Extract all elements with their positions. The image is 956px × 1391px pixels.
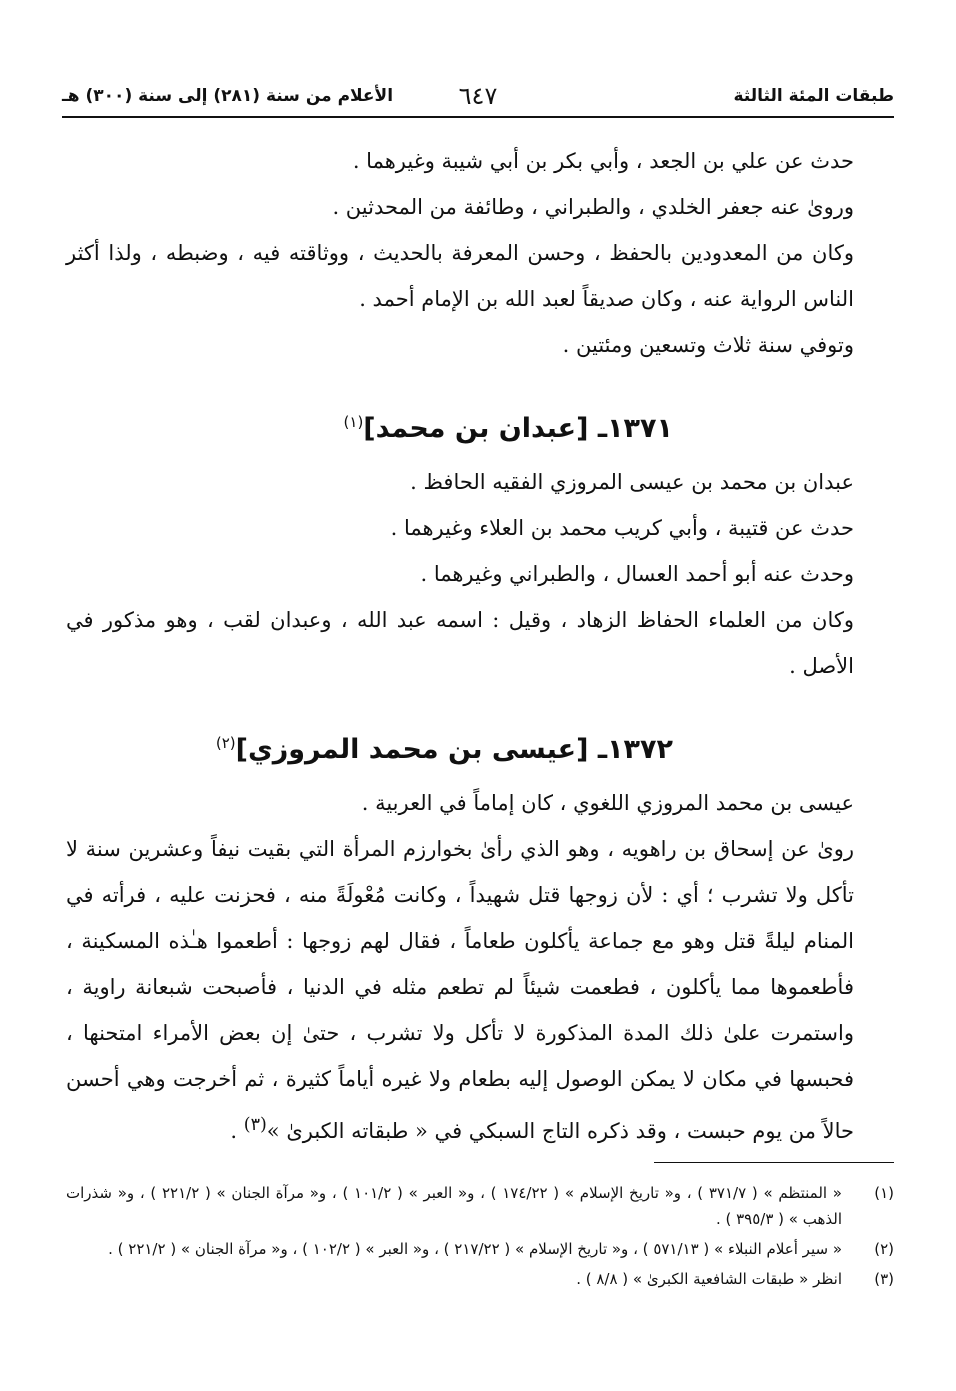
footnote-text: انظر « طبقات الشافعية الكبرىٰ » ( ٨/٨ ) . [576, 1270, 842, 1288]
paragraph: حدث عن علي بن الجعد ، وأبي بكر بن أبي شيبة وغيرهما . [352, 149, 854, 173]
paragraph: عبدان بن محمد بن عيسى المروزي الفقيه الحافظ . [410, 470, 854, 494]
paragraph-text: روىٰ عن إسحاق بن راهويه ، وهو الذي رأىٰ بخوارزم المرأة التي بقيت نيفاً وعشرين سنة لا تأكل ولا تشرب ؛ أي : لأن زوجها قتل شهيداً ، وكانت مُعْولَةً منه ، فحزنت عليه ، فرأته في المنام ليلةً قتل وهو مع جماعة يأكلون طعاماً ، فقال لهم زوجها : أطعموا هـٰذه المسكينة ، فأطعموها مما يأكلون ، فطعمت شيئاً لم تطعم مثله في الدنيا ، فأصبحت شبعانة راوية ، واستمرت علىٰ ذلك المدة المذكورة لا تأكل ولا تشرب ، حتىٰ إن بعض الأمراء امتحنها ، فحبسها في مكان لا يمكن الوصول إليه بطعام ولا غيره أياماً كثيرة ، ثم أخرجت وهي أحسن حالاً من يوم حبست ، وقد ذكره التاج السبكي في « طبقاته الكبرىٰ » [66, 837, 854, 1143]
paragraph: وحدث عنه أبو أحمد العسال ، والطبراني وغيرهما . [420, 562, 854, 586]
footnote-text: « المنتظم » ( ٣٧١/٧ ) ، و« تاريخ الإسلام » ( ١٧٤/٢٢ ) ، و« العبر » ( ١٠١/٢ ) ، و« مرآة الجنان » ( ٢٢١/٢ ) ، و« شذرات الذهب » ( ٣٩٥/٣ ) . [66, 1184, 842, 1228]
page-header [62, 82, 894, 118]
footnote [66, 1236, 894, 1262]
paragraph: عيسى بن محمد المروزي اللغوي ، كان إماماً في العربية . [361, 791, 854, 815]
footnote-separator [654, 1162, 894, 1163]
entry-heading [66, 398, 888, 453]
page-number: ٦٤٧ [458, 82, 498, 110]
footnotes [66, 1180, 894, 1296]
entry-heading-text: ١٣٧١ـ [عبدان بن محمد] [363, 413, 673, 444]
entry-heading-text: ١٣٧٢ـ [عيسى بن محمد المروزي] [235, 734, 673, 765]
footnote-ref: (٢) [215, 734, 236, 752]
footnote-number: (١) [874, 1184, 894, 1202]
main-text [66, 138, 888, 1154]
footnote [66, 1180, 894, 1232]
footnote-number: (٣) [874, 1270, 894, 1288]
footnote-ref: (١) [343, 413, 364, 431]
paragraph: وكان من المعدودين بالحفظ ، وحسن المعرفة بالحديث ، ووثاقته فيه ، وضبطه ، ولذا أكثر الناس الرواية عنه ، وكان صديقاً لعبد الله بن الإمام أحمد . [66, 241, 854, 311]
paragraph: حدث عن قتيبة ، وأبي كريب محمد بن العلاء وغيرهما . [390, 516, 854, 540]
paragraph [66, 826, 888, 1154]
entry-heading [66, 719, 888, 774]
footnote-text: « سير أعلام النبلاء » ( ٥٧١/١٣ ) ، و« تاريخ الإسلام » ( ٢١٧/٢٢ ) ، و« العبر » ( ١٠٢/٢ ) ، و« مرآة الجنان » ( ٢٢١/٢ ) . [108, 1240, 842, 1258]
paragraph-end: . [230, 1119, 244, 1143]
footnote [66, 1266, 894, 1292]
paragraph: وكان من العلماء الحفاظ الزهاد ، وقيل : اسمه عبد الله ، وعبدان لقب ، وهو مذكور في الأصل . [66, 608, 854, 678]
paragraph: وروىٰ عنه جعفر الخلدي ، والطبراني ، وطائفة من المحدثين . [332, 195, 854, 219]
running-head-section: طبقات المئة الثالثة [733, 86, 894, 106]
paragraph: وتوفي سنة ثلاث وتسعين ومئتين . [562, 333, 854, 357]
footnote-ref: (٣) [243, 1115, 267, 1135]
running-head-range: الأعلام من سنة (٢٨١) إلى سنة (٣٠٠) هـ [62, 86, 394, 106]
footnote-number: (٢) [874, 1240, 894, 1258]
